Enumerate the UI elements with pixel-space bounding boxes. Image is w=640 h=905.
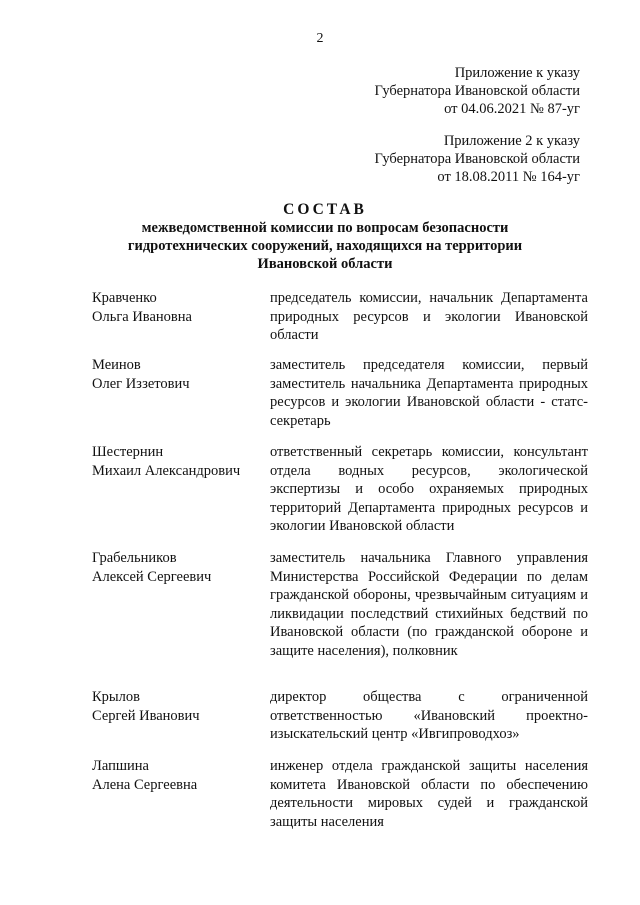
member-name — [92, 443, 262, 480]
appendix-current-line-1: Приложение к указу — [454, 65, 580, 81]
member-surname: Шестернин — [92, 444, 164, 460]
member-name — [92, 757, 262, 794]
appendix-original-reference — [300, 132, 580, 186]
member-role: ответственный секретарь комиссии, консультант отдела водных ресурсов, экологической экспертизы и особо охраняемых природных территорий Департамента природных ресурсов и экологии Ивановской области — [270, 444, 588, 534]
appendix-current-reference — [300, 64, 580, 118]
member-given-names: Ольга Ивановна — [92, 308, 192, 325]
appendix-current-line-3: от 04.06.2021 № 87-уг — [444, 101, 580, 117]
member-surname: Меинов — [92, 357, 141, 373]
member-surname: Крылов — [92, 689, 140, 705]
member-role: директор общества с ограниченной ответственностью «Ивановский проектно-изыскательский центр «Ивгипроводхоз» — [270, 689, 588, 742]
member-surname: Грабельников — [92, 550, 177, 566]
member-role: заместитель начальника Главного управления Министерства Российской Федерации по делам гражданской обороны, чрезвычайным ситуациям и ликвидации последствий стихийных бедствий по Ивановской области (по гражданской обороне и защите населения), полковник — [270, 550, 588, 659]
member-role: инженер отдела гражданской защиты населения комитета Ивановской области по обеспечению деятельности мировых судей и гражданской защиты населения — [270, 758, 588, 830]
member-surname: Лапшина — [92, 758, 149, 774]
member-given-names: Алексей Сергеевич — [92, 568, 212, 585]
title-main: СОСТАВ — [283, 201, 367, 218]
member-name — [92, 688, 262, 725]
title-line-3: Ивановской области — [257, 256, 393, 272]
member-name — [92, 549, 262, 586]
member-given-names: Алена Сергеевна — [92, 776, 198, 793]
appendix-current-line-2: Губернатора Ивановской области — [374, 83, 580, 99]
member-surname: Кравченко — [92, 290, 157, 306]
appendix-original-line-3: от 18.08.2011 № 164-уг — [437, 169, 580, 185]
member-role: председатель комиссии, начальник Департамента природных ресурсов и экологии Ивановской области — [270, 290, 588, 343]
document-title — [90, 201, 560, 273]
title-line-1: межведомственной комиссии по вопросам безопасности — [141, 220, 509, 236]
member-name — [92, 289, 262, 326]
title-line-2: гидротехнических сооружений, находящихся на территории — [127, 238, 523, 254]
member-name — [92, 356, 262, 393]
member-given-names: Олег Иззетович — [92, 375, 190, 392]
member-given-names: Михаил Александрович — [92, 462, 241, 479]
appendix-original-line-2: Губернатора Ивановской области — [374, 151, 580, 167]
appendix-original-line-1: Приложение 2 к указу — [443, 133, 580, 149]
member-role: заместитель председателя комиссии, первый заместитель начальника Департамента природных ресурсов и экологии Ивановской области - статс-секретарь — [270, 357, 588, 429]
page-number: 2 — [316, 31, 324, 46]
member-given-names: Сергей Иванович — [92, 707, 200, 724]
